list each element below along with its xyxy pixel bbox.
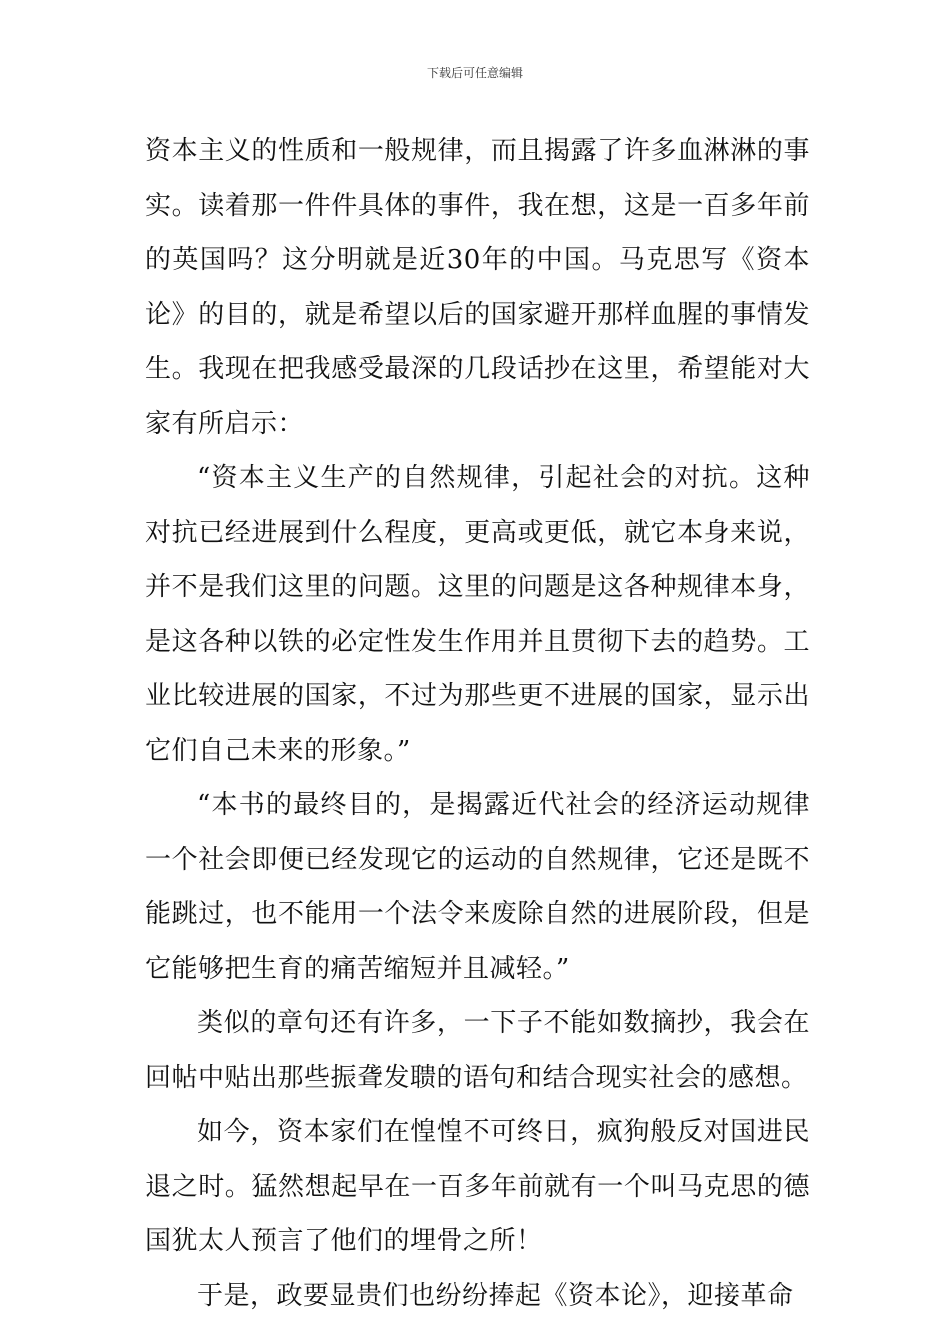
page-header-note: 下载后可任意编辑 — [426, 66, 523, 80]
paragraph-capitalists: 如今，资本家们在惶惶不可终日，疯狗般反对国进民退之时。猛然想起早在一百多年前就有一个叫马克思的德国犹太人预言了他们的埋骨之所！ — [145, 1117, 810, 1256]
paragraph-dignitaries: 于是，政要显贵们也纷纷捧起《资本论》，迎接革命 — [197, 1280, 794, 1311]
paragraph-quote-2: “本书的最终目的，是揭露近代社会的经济运动规律一个社会即便已经发现它的运动的自然规律，它还是既不能跳过，也不能用一个法令来废除自然的进展阶段，但是它能够把生育的痛苦缩短并且减轻。” — [145, 790, 810, 984]
document-body — [145, 124, 810, 1323]
paragraph-similar-passages: 类似的章句还有许多，一下子不能如数摘抄，我会在回帖中贴出那些振聋发聩的语句和结合现实社会的感想。 — [145, 1008, 810, 1093]
paragraph-continuation: 资本主义的性质和一般规律，而且揭露了许多血淋淋的事实。读着那一件件具体的事件，我在想，这是一百多年前的英国吗？这分明就是近30年的中国。马克思写《资本论》的目的，就是希望以后的国家避开那样血腥的事情发生。我现在把我感受最深的几段话抄在这里，希望能对大家有所启示： — [145, 136, 810, 439]
paragraph-quote-1: “资本主义生产的自然规律，引起社会的对抗。这种对抗已经进展到什么程度，更高或更低，就它本身来说，并不是我们这里的问题。这里的问题是这各种规律本身，是这各种以铁的必定性发生作用并且贯彻下去的趋势。工业比较进展的国家，不过为那些更不进展的国家，显示出它们自己未来的形象。” — [145, 463, 810, 766]
